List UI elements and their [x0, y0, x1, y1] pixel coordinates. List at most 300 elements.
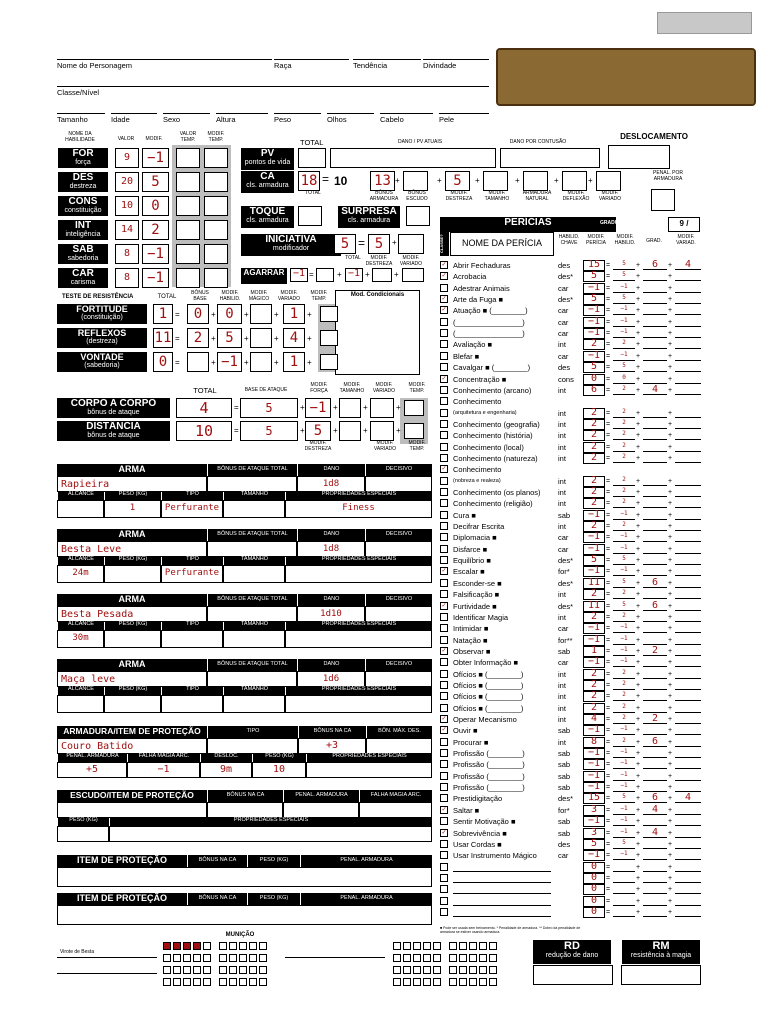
touch-ac[interactable]	[298, 206, 322, 226]
melee-temp[interactable]	[404, 400, 424, 416]
ammo-box[interactable]	[219, 978, 227, 986]
shield-field[interactable]	[57, 826, 109, 842]
skill-abil-line[interactable]	[613, 541, 635, 542]
class-skill-checkbox[interactable]	[440, 897, 448, 905]
skill-ranks-line[interactable]	[643, 348, 667, 349]
ammo-box[interactable]	[479, 942, 487, 950]
class-skill-checkbox[interactable]	[440, 477, 448, 485]
ammo-box[interactable]	[183, 978, 191, 986]
skill-abil-line[interactable]	[613, 757, 635, 758]
ammo-box[interactable]	[403, 978, 411, 986]
melee-size[interactable]	[339, 398, 361, 418]
skill-misc-line[interactable]	[675, 746, 701, 747]
skill-ranks-line[interactable]	[643, 893, 667, 894]
class-skill-checkbox[interactable]	[440, 670, 448, 678]
skill-abil-line[interactable]	[613, 723, 635, 724]
weapon-attack[interactable]	[207, 606, 297, 622]
skill-misc-line[interactable]	[675, 303, 701, 304]
field-line[interactable]	[327, 113, 374, 114]
class-skill-checkbox[interactable]	[440, 318, 448, 326]
skill-ranks-line[interactable]	[643, 485, 667, 486]
skill-misc-line[interactable]	[675, 689, 701, 690]
skill-misc-line[interactable]	[675, 507, 701, 508]
class-skill-checkbox[interactable]	[440, 431, 448, 439]
skill-misc-line[interactable]	[675, 859, 701, 860]
skill-misc-line[interactable]	[675, 893, 701, 894]
ammo-box[interactable]	[433, 966, 441, 974]
ranged-temp[interactable]	[404, 423, 424, 439]
grapple-base[interactable]	[316, 268, 334, 282]
class-skill-checkbox[interactable]	[440, 397, 448, 405]
skill-abil-line[interactable]	[613, 610, 635, 611]
alignment-line[interactable]	[353, 59, 421, 60]
class-skill-checkbox[interactable]	[440, 817, 448, 825]
skill-abil-line[interactable]	[613, 632, 635, 633]
class-skill-checkbox[interactable]: ✓	[441, 806, 447, 813]
class-skill-checkbox[interactable]	[440, 386, 448, 394]
skill-misc-line[interactable]	[675, 485, 701, 486]
class-skill-checkbox[interactable]	[440, 874, 448, 882]
weapon-field[interactable]	[104, 695, 161, 713]
skill-misc-line[interactable]	[675, 610, 701, 611]
ac-component[interactable]	[562, 171, 587, 191]
skill-abil-line[interactable]	[613, 859, 635, 860]
skill-misc-line[interactable]	[675, 700, 701, 701]
clear-sheet-button[interactable]	[657, 12, 752, 34]
skill-blank-line[interactable]	[453, 882, 551, 883]
ammo-box[interactable]	[203, 966, 211, 974]
skill-misc-line[interactable]	[675, 451, 701, 452]
skill-ranks-line[interactable]	[643, 700, 667, 701]
field-line[interactable]	[274, 113, 321, 114]
ammo-box[interactable]	[449, 942, 457, 950]
class-skill-checkbox[interactable]	[440, 522, 448, 530]
field-line[interactable]	[163, 113, 210, 114]
skill-misc-line[interactable]	[675, 916, 701, 917]
class-skill-checkbox[interactable]	[440, 579, 448, 587]
grapple-size[interactable]	[372, 268, 392, 282]
ammo-box[interactable]	[239, 978, 247, 986]
ac-component[interactable]	[596, 171, 621, 191]
skill-misc-line[interactable]	[675, 848, 701, 849]
skill-ranks-line[interactable]	[643, 689, 667, 690]
skill-misc-line[interactable]	[675, 383, 701, 384]
skill-ranks-line[interactable]	[643, 666, 667, 667]
melee-misc[interactable]	[370, 398, 394, 418]
class-skill-checkbox[interactable]	[440, 511, 448, 519]
skill-ranks-line[interactable]	[643, 848, 667, 849]
skill-abil-line[interactable]	[613, 519, 635, 520]
temp-value[interactable]	[176, 172, 200, 192]
ac-component[interactable]	[523, 171, 548, 191]
save-base[interactable]	[187, 352, 209, 372]
ammo-box[interactable]	[403, 942, 411, 950]
skill-misc-line[interactable]	[675, 439, 701, 440]
skill-misc-line[interactable]	[675, 678, 701, 679]
class-skill-checkbox[interactable]: ✓	[441, 296, 447, 303]
skill-misc-line[interactable]	[675, 780, 701, 781]
skill-abil-line[interactable]	[613, 280, 635, 281]
ac-component[interactable]	[403, 171, 428, 191]
ammo-box[interactable]	[183, 942, 191, 950]
class-skill-checkbox[interactable]	[440, 681, 448, 689]
class-skill-checkbox[interactable]	[440, 749, 448, 757]
skill-abil-line[interactable]	[613, 348, 635, 349]
class-skill-checkbox[interactable]	[440, 488, 448, 496]
temp-mod[interactable]	[204, 196, 228, 216]
skill-ranks-line[interactable]	[643, 757, 667, 758]
skill-misc-line[interactable]	[675, 337, 701, 338]
skill-ranks-line[interactable]	[643, 280, 667, 281]
skill-misc-line[interactable]	[675, 871, 701, 872]
skill-ranks-line[interactable]	[643, 768, 667, 769]
ammo-box[interactable]	[249, 942, 257, 950]
skill-abil-line[interactable]	[613, 575, 635, 576]
skill-abil-line[interactable]	[613, 496, 635, 497]
class-skill-checkbox[interactable]	[440, 545, 448, 553]
class-skill-checkbox[interactable]: ✓	[441, 307, 447, 314]
class-skill-checkbox[interactable]	[440, 636, 448, 644]
ammo-box[interactable]	[163, 942, 171, 950]
skill-ranks-line[interactable]	[643, 519, 667, 520]
skill-misc-line[interactable]	[675, 496, 701, 497]
skill-abil-line[interactable]	[613, 825, 635, 826]
ammo-box[interactable]	[229, 966, 237, 974]
skill-misc-line[interactable]	[675, 326, 701, 327]
skill-misc-line[interactable]	[675, 280, 701, 281]
ammo-box[interactable]	[229, 954, 237, 962]
ammo-box[interactable]	[259, 978, 267, 986]
skill-misc-line[interactable]	[675, 905, 701, 906]
shield-penalty[interactable]	[283, 802, 359, 818]
class-skill-checkbox[interactable]	[440, 783, 448, 791]
skill-abil-line[interactable]	[613, 269, 635, 270]
skill-ranks-line[interactable]	[643, 632, 667, 633]
skill-ranks-line[interactable]	[643, 825, 667, 826]
ammo-box[interactable]	[393, 966, 401, 974]
skill-misc-line[interactable]	[675, 360, 701, 361]
ammo-box[interactable]	[193, 942, 201, 950]
armor-check-penalty[interactable]	[651, 189, 675, 211]
ammo-box[interactable]	[479, 966, 487, 974]
armor-field[interactable]	[306, 762, 432, 778]
ammo-box[interactable]	[173, 954, 181, 962]
class-skill-checkbox[interactable]	[440, 499, 448, 507]
ammo-box[interactable]	[249, 978, 257, 986]
class-skill-checkbox[interactable]	[440, 704, 448, 712]
temp-mod[interactable]	[204, 268, 228, 288]
skill-abil-line[interactable]	[613, 462, 635, 463]
skill-abil-line[interactable]	[613, 712, 635, 713]
damage-reduction[interactable]	[533, 965, 613, 985]
field-line[interactable]	[111, 113, 157, 114]
skill-ranks-line[interactable]	[643, 462, 667, 463]
skill-ranks-line[interactable]	[643, 530, 667, 531]
skill-misc-line[interactable]	[675, 371, 701, 372]
spell-resistance[interactable]	[621, 965, 701, 985]
skill-misc-line[interactable]	[675, 292, 701, 293]
temp-value[interactable]	[176, 196, 200, 216]
skill-abil-line[interactable]	[613, 882, 635, 883]
temp-value[interactable]	[176, 148, 200, 168]
weapon-attack[interactable]	[207, 476, 297, 492]
class-skill-checkbox[interactable]	[440, 613, 448, 621]
class-skill-checkbox[interactable]	[440, 340, 448, 348]
skill-misc-line[interactable]	[675, 314, 701, 315]
skill-abil-line[interactable]	[613, 871, 635, 872]
skill-ranks-line[interactable]	[643, 621, 667, 622]
armor-type[interactable]	[207, 738, 298, 754]
temp-mod[interactable]	[204, 172, 228, 192]
skill-abil-line[interactable]	[613, 417, 635, 418]
hp-total[interactable]	[298, 148, 326, 168]
name-line[interactable]	[57, 59, 272, 60]
ammo-box[interactable]	[433, 978, 441, 986]
skill-ranks-line[interactable]	[643, 859, 667, 860]
skill-misc-line[interactable]	[675, 768, 701, 769]
class-skill-checkbox[interactable]	[440, 840, 448, 848]
ammo-box[interactable]	[489, 954, 497, 962]
skill-abil-line[interactable]	[613, 314, 635, 315]
weapon-field[interactable]	[223, 630, 285, 648]
skill-abil-line[interactable]	[613, 791, 635, 792]
skill-misc-line[interactable]	[675, 348, 701, 349]
skill-abil-line[interactable]	[613, 621, 635, 622]
skill-abil-line[interactable]	[613, 371, 635, 372]
weapon-attack[interactable]	[207, 541, 297, 557]
ammo-box[interactable]	[479, 954, 487, 962]
class-skill-checkbox[interactable]: ✓	[441, 727, 447, 734]
skill-ranks-line[interactable]	[643, 916, 667, 917]
ammo-box[interactable]	[469, 942, 477, 950]
save-magic[interactable]	[250, 304, 272, 324]
ammo-box[interactable]	[459, 954, 467, 962]
shield-name[interactable]	[57, 802, 207, 818]
skill-ranks-line[interactable]	[643, 326, 667, 327]
skill-abil-line[interactable]	[613, 780, 635, 781]
field-line[interactable]	[439, 113, 489, 114]
class-line[interactable]	[57, 86, 489, 87]
ammo-box[interactable]	[203, 954, 211, 962]
weapon-field[interactable]	[161, 630, 223, 648]
ammo-box[interactable]	[459, 966, 467, 974]
ammo-box[interactable]	[229, 978, 237, 986]
ammo-box[interactable]	[259, 954, 267, 962]
field-line[interactable]	[57, 113, 105, 114]
ammo-box[interactable]	[423, 942, 431, 950]
ammo-box[interactable]	[459, 978, 467, 986]
temp-mod[interactable]	[204, 220, 228, 240]
ammo-box[interactable]	[219, 954, 227, 962]
skill-misc-line[interactable]	[675, 428, 701, 429]
class-skill-checkbox[interactable]	[440, 658, 448, 666]
weapon-crit[interactable]	[365, 671, 432, 687]
weapon-field[interactable]	[223, 500, 285, 518]
ammo-box[interactable]	[173, 978, 181, 986]
ammo-box[interactable]	[423, 978, 431, 986]
flatfooted-ac[interactable]	[406, 206, 430, 226]
skill-blank-line[interactable]	[453, 893, 551, 894]
class-skill-checkbox[interactable]: ✓	[441, 262, 447, 268]
skill-ranks-line[interactable]	[643, 314, 667, 315]
skill-abil-line[interactable]	[613, 689, 635, 690]
ammo-box[interactable]	[163, 978, 171, 986]
skill-abil-line[interactable]	[613, 848, 635, 849]
skill-abil-line[interactable]	[613, 814, 635, 815]
ammo-box[interactable]	[239, 966, 247, 974]
class-skill-checkbox[interactable]: ✓	[441, 602, 447, 609]
ammo-box[interactable]	[449, 966, 457, 974]
ammo-box[interactable]	[413, 954, 421, 962]
ammo-box[interactable]	[469, 978, 477, 986]
skill-abil-line[interactable]	[613, 644, 635, 645]
skill-misc-line[interactable]	[675, 666, 701, 667]
ammo-box[interactable]	[449, 954, 457, 962]
ammo-box[interactable]	[183, 966, 191, 974]
ammo-box[interactable]	[249, 966, 257, 974]
init-misc[interactable]	[398, 234, 424, 254]
save-temp[interactable]	[320, 306, 338, 322]
ammo-box[interactable]	[403, 966, 411, 974]
skill-abil-line[interactable]	[613, 507, 635, 508]
skill-ranks-line[interactable]	[643, 678, 667, 679]
skill-misc-line[interactable]	[675, 837, 701, 838]
item-field[interactable]	[57, 905, 432, 925]
temp-value[interactable]	[176, 268, 200, 288]
skill-ranks-line[interactable]	[643, 507, 667, 508]
shield-field[interactable]	[109, 826, 432, 842]
temp-mod[interactable]	[204, 148, 228, 168]
ammo-box[interactable]	[229, 942, 237, 950]
ammo-box[interactable]	[413, 942, 421, 950]
skill-misc-line[interactable]	[675, 530, 701, 531]
skill-ranks-line[interactable]	[643, 496, 667, 497]
skill-misc-line[interactable]	[675, 632, 701, 633]
skill-ranks-line[interactable]	[643, 451, 667, 452]
skill-ranks-line[interactable]	[643, 780, 667, 781]
temp-value[interactable]	[176, 244, 200, 264]
skill-abil-line[interactable]	[613, 439, 635, 440]
ammo-box[interactable]	[173, 942, 181, 950]
skill-misc-line[interactable]	[675, 644, 701, 645]
temp-value[interactable]	[176, 220, 200, 240]
class-skill-checkbox[interactable]	[440, 363, 448, 371]
ammo-box[interactable]	[193, 978, 201, 986]
skill-ranks-line[interactable]	[643, 439, 667, 440]
item-field[interactable]	[57, 867, 432, 887]
deity-line[interactable]	[423, 59, 489, 60]
skill-abil-line[interactable]	[613, 292, 635, 293]
skill-misc-line[interactable]	[675, 394, 701, 395]
skill-misc-line[interactable]	[675, 882, 701, 883]
skill-abil-line[interactable]	[613, 802, 635, 803]
skill-misc-line[interactable]	[675, 598, 701, 599]
class-skill-checkbox[interactable]	[440, 760, 448, 768]
class-skill-checkbox[interactable]	[440, 454, 448, 462]
shield-bonus[interactable]	[207, 802, 283, 818]
field-line[interactable]	[216, 113, 268, 114]
class-skill-checkbox[interactable]	[440, 352, 448, 360]
skill-misc-line[interactable]	[675, 462, 701, 463]
weapon-field[interactable]	[104, 565, 161, 583]
ammo-box[interactable]	[459, 942, 467, 950]
class-skill-checkbox[interactable]	[440, 794, 448, 802]
skill-abil-line[interactable]	[613, 655, 635, 656]
class-skill-checkbox[interactable]	[440, 329, 448, 337]
skill-misc-line[interactable]	[675, 553, 701, 554]
skill-ranks-line[interactable]	[643, 371, 667, 372]
save-temp[interactable]	[320, 354, 338, 370]
ammo-box[interactable]	[489, 966, 497, 974]
ammo-box[interactable]	[163, 966, 171, 974]
skill-abil-line[interactable]	[613, 678, 635, 679]
class-skill-checkbox[interactable]	[440, 772, 448, 780]
ammo-box[interactable]	[259, 942, 267, 950]
race-line[interactable]	[274, 59, 349, 60]
weapon-field[interactable]	[223, 565, 285, 583]
ammo-box[interactable]	[489, 978, 497, 986]
save-magic[interactable]	[250, 352, 272, 372]
skill-abil-line[interactable]	[613, 451, 635, 452]
skill-ranks-line[interactable]	[643, 598, 667, 599]
grapple-misc[interactable]	[402, 268, 424, 282]
ammo-line[interactable]	[57, 973, 157, 974]
skill-abil-line[interactable]	[613, 383, 635, 384]
skill-blank-line[interactable]	[453, 916, 551, 917]
weapon-attack[interactable]	[207, 671, 297, 687]
weapon-field[interactable]	[57, 500, 104, 518]
skill-blank-line[interactable]	[453, 871, 551, 872]
skill-misc-line[interactable]	[675, 417, 701, 418]
ammo-box[interactable]	[469, 966, 477, 974]
class-skill-checkbox[interactable]	[440, 420, 448, 428]
skill-misc-line[interactable]	[675, 757, 701, 758]
weapon-field[interactable]	[223, 695, 285, 713]
skill-misc-line[interactable]	[675, 587, 701, 588]
skill-blank-line[interactable]	[453, 905, 551, 906]
skill-misc-line[interactable]	[675, 734, 701, 735]
ranged-size[interactable]	[339, 421, 361, 441]
armor-maxdex[interactable]	[366, 738, 432, 754]
skill-ranks-line[interactable]	[643, 882, 667, 883]
weapon-field[interactable]	[285, 565, 432, 583]
ammo-box[interactable]	[449, 978, 457, 986]
class-skill-checkbox[interactable]: ✓	[441, 466, 447, 473]
weapon-field[interactable]	[57, 695, 104, 713]
skill-ranks-line[interactable]	[643, 303, 667, 304]
skill-ranks-line[interactable]	[643, 292, 667, 293]
skill-abil-line[interactable]	[613, 564, 635, 565]
save-magic[interactable]	[250, 328, 272, 348]
skill-abil-line[interactable]	[613, 337, 635, 338]
skill-abil-line[interactable]	[613, 746, 635, 747]
ammo-box[interactable]	[489, 942, 497, 950]
skill-abil-line[interactable]	[613, 905, 635, 906]
weapon-crit[interactable]	[365, 541, 432, 557]
class-skill-checkbox[interactable]: ✓	[441, 716, 447, 722]
ammo-box[interactable]	[193, 966, 201, 974]
class-skill-checkbox[interactable]: ✓	[441, 375, 447, 382]
skill-misc-line[interactable]	[675, 712, 701, 713]
ammo-box[interactable]	[203, 942, 211, 950]
ammo-box[interactable]	[423, 954, 431, 962]
temp-mod[interactable]	[204, 244, 228, 264]
class-skill-checkbox[interactable]: ✓	[441, 273, 447, 280]
skill-ranks-line[interactable]	[643, 360, 667, 361]
class-skill-checkbox[interactable]	[440, 409, 448, 417]
ammo-box[interactable]	[193, 954, 201, 962]
weapon-field[interactable]	[104, 630, 161, 648]
